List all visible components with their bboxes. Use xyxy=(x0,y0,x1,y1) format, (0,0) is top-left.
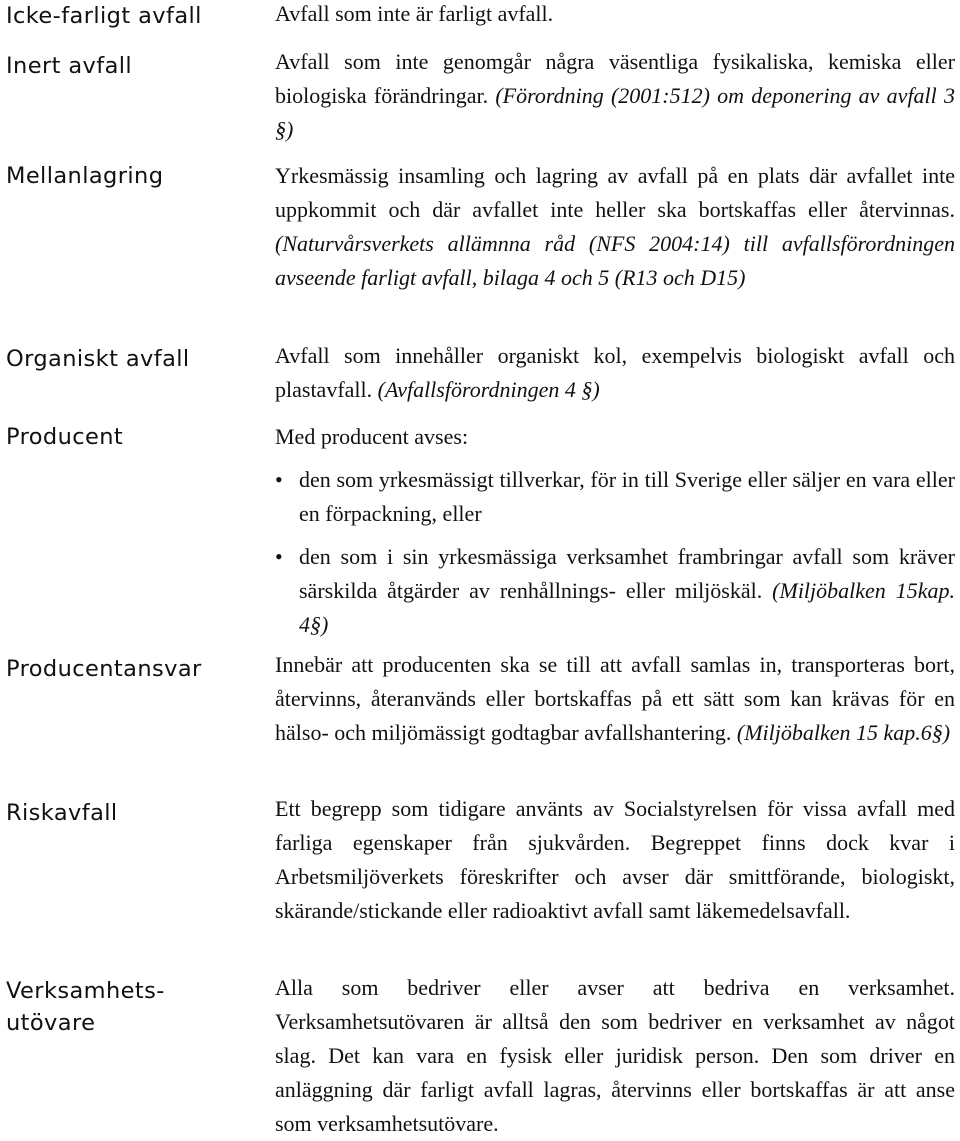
definition-text: Avfall som inte genomgår några väsentliga fysikaliska, kemiska eller biologiska förändringar. xyxy=(275,49,955,108)
definition-icke-farligt-avfall xyxy=(275,0,955,31)
term-verksamhetsutovare: Verksamhets- utövare xyxy=(6,978,165,1036)
term-organiskt-avfall: Organiskt avfall xyxy=(6,346,190,372)
source-reference: (Naturvårsverkets allämnna råd (NFS 2004:14) till avfallsförordningen avseende farligt avfall, bilaga 4 och 5 (R13 och D15) xyxy=(275,231,955,290)
bullet-item: • den som yrkesmässigt tillverkar, för in till Sverige eller säljer en vara eller en förpackning, eller xyxy=(275,463,955,531)
term-mellanlagring: Mellanlagring xyxy=(6,163,164,189)
term-inert-avfall: Inert avfall xyxy=(6,53,133,79)
definition-text: Avfall som innehåller organiskt kol, exempelvis biologiskt avfall och plastavfall. xyxy=(275,343,955,402)
definition-producentansvar xyxy=(275,648,955,750)
source-reference: (Miljöbalken 15 kap.6§) xyxy=(736,720,951,745)
definition-text: Yrkesmässig insamling och lagring av avfall på en plats där avfallet inte uppkommit och där avfallet inte heller ska bortskaffas eller återvinnas. xyxy=(275,163,955,222)
definition-text: Avfall som inte är farligt avfall. xyxy=(275,1,554,26)
definition-inert-avfall xyxy=(275,45,955,147)
definition-mellanlagring xyxy=(275,159,955,295)
definition-organiskt-avfall xyxy=(275,339,955,407)
definition-text: Innebär att producenten ska se till att avfall samlas in, transporteras bort, återvinns, återanvänds eller bortskaffas på ett sätt som kan krävas för en hälso- och miljömässigt godtagbar avfallshantering. xyxy=(275,652,955,745)
bullet-item: • den som i sin yrkesmässiga verksamhet frambringar avfall som kräver särskilda åtgärder av renhållnings- eller miljöskäl. (Miljöbalken 15kap. 4§) xyxy=(275,540,955,642)
definition-riskavfall xyxy=(275,792,955,928)
source-reference: (Förordning (2001:512) om deponering av avfall 3 §) xyxy=(275,83,955,142)
definition-verksamhetsutovare xyxy=(275,971,955,1141)
definition-producent xyxy=(275,420,955,642)
term-producentansvar: Producentansvar xyxy=(6,656,202,682)
source-reference: (Miljöbalken 15kap. 4§) xyxy=(299,578,955,637)
term-producent: Producent xyxy=(6,424,124,450)
term-icke-farligt-avfall: Icke-farligt avfall xyxy=(6,3,202,29)
term-riskavfall: Riskavfall xyxy=(6,800,118,826)
definition-text: Alla som bedriver eller avser att bedriva en verksamhet. Verksamhetsutövaren är alltså den som bedriver en verksamhet av något slag. Det kan vara en fysisk eller juridisk person. Den som driver en anläggning där farligt avfall lagras, återvinns eller bortskaffas är att anse som verksamhetsutövare. xyxy=(275,975,955,1136)
bullet-list xyxy=(275,463,955,642)
source-reference: (Avfallsförordningen 4 §) xyxy=(377,377,600,402)
definition-intro: Med producent avses: xyxy=(275,424,469,449)
definition-text: Ett begrepp som tidigare använts av Socialstyrelsen för vissa avfall med farliga egenskaper från sjukvården. Begreppet finns dock kvar i Arbetsmiljöverkets föreskrifter och avser där smittförande, biologiskt, skärande/stickande eller radioaktivt avfall samt läkemedelsavfall. xyxy=(275,796,955,923)
